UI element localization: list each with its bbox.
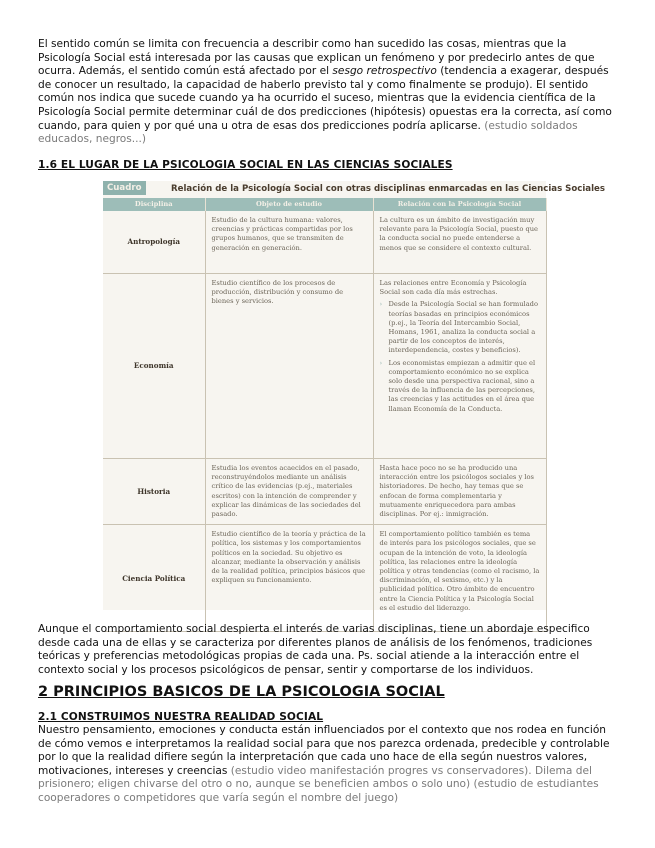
table-row	[103, 525, 546, 632]
intro-paragraph	[38, 38, 620, 147]
table-cell-discipline: Ciencia Política	[103, 525, 205, 632]
table-cell-discipline: Historia	[103, 459, 205, 525]
table-cell-relation	[373, 274, 546, 459]
table-cell-discipline: Antropología	[103, 211, 205, 274]
table-cell-object: Estudio científico de los procesos de producción, distribución y consumo de bienes y servicios.	[205, 274, 373, 459]
section-2-1-body: Nuestro pensamiento, emociones y conducta están influenciados por el contexto que nos rodea en función de cómo vemos e interpretamos la realidad social para que nos parezca ordenada, predecible y controlable por lo que la realidad difiere según la interpretación que cada uno hace de ella según nuestros valores, motivaciones, intereses y creencias	[38, 724, 610, 777]
table-header-object: Objeto de estudio	[205, 198, 373, 211]
relation-bullet: › Los economistas empiezan a admitir que el comportamiento económico no se explica solo desde una perspectiva racional, sino a través de la influencia de las percepciones, las creencias y las actitudes en el área que llaman Economía de la Conducta.	[380, 359, 540, 414]
relation-table	[103, 198, 547, 632]
relation-table-figure	[103, 181, 605, 612]
section-2-1-paragraph	[38, 724, 620, 806]
section-heading-2-1: 2.1 CONSTRUIMOS NUESTRA REALIDAD SOCIAL	[38, 711, 324, 723]
table-cell-object: Estudia los eventos acaecidos en el pasado, reconstruyéndolos mediante un análisis crítico de las evidencias (p.ej., materiales escritos) con la intención de comprender y explicar las dinámicas de las sociedades del pasado.	[205, 459, 373, 525]
table-cell-relation: Hasta hace poco no se ha producido una interacción entre los psicólogos sociales y los historiadores. De hecho, hay temas que se enfocan de forma complementaria y mutuamente enriquecedora para ambas disciplinas. Por ej.: inmigración.	[373, 459, 546, 525]
intro-italic-term: sesgo retrospectivo	[332, 65, 437, 78]
intro-text-a: El sentido común se limita con frecuencia a describir como han sucedido las cosas, mientras que la Psicología Social está interesada por las causas que explican un fenómeno y por predecirlo antes de que ocurra. Además, el sentido común está afectado por el	[38, 38, 595, 78]
section-heading-2: 2 PRINCIPIOS BASICOS DE LA PSICOLOGIA SOCIAL	[38, 684, 445, 700]
after-figure-paragraph: Aunque el comportamiento social despierta el interés de varias disciplinas, tiene un abordaje especifico desde cada una de ellas y se caracteriza por diferentes planos de análisis de los fenómenos, tradiciones teóricas y preferencias metodológicas propias de cada una. Ps. social atiende a la interacción entre el contexto social y los procesos psicológicos de pensar, sentir y comportarse de los individuos.	[38, 623, 593, 676]
intro-text-b: (tendencia a exagerar, después de conocer un resultado, la capacidad de haberlo previsto tal y como finalmente se produjo). El sentido común nos indica que sucede cuando ya ha ocurrido el suceso, mientras que la evidencia científica de la Psicología Social permite determinar cuál de dos predicciones (hipótesis) opuestas era la correcta, así como cuando, para quien y por qué una u otra de esas dos predicciones podría aplicarse.	[38, 65, 612, 132]
table-row	[103, 211, 546, 274]
table-row	[103, 274, 546, 459]
table-header-row	[103, 198, 546, 211]
figure-title: Relación de la Psicología Social con otras disciplinas enmarcadas en las Ciencias Sociales	[171, 184, 605, 194]
section-heading-1-6: 1.6 EL LUGAR DE LA PSICOLOGIA SOCIAL EN LAS CIENCIAS SOCIALES	[38, 159, 453, 171]
table-cell-discipline: Economía	[103, 274, 205, 459]
table-cell-object: Estudio de la cultura humana: valores, creencias y prácticas compartidas por los grupos humanos, que se transmiten de generación en generación.	[205, 211, 373, 274]
relation-bullet: › Desde la Psicología Social se han formulado teorías basadas en principios económicos (p.ej., la Teoría del Intercambio Social, Homans, 1961, analiza la conducta social a partir de los conceptos de interés, interdependencia, costes y beneficios).	[380, 300, 540, 355]
table-cell-relation: El comportamiento político también es tema de interés para los psicólogos sociales, que se ocupan de la intención de voto, la ideología política, las relaciones entre la ideología política y otras tendencias (como el racismo, la discriminación, el sexismo, etc.) y la publicidad política. Otro ámbito de encuentro entre la Ciencia Política y la Psicología Social es el estudio del liderazgo.	[373, 525, 546, 632]
intro-note: (estudio soldados educados, negros...)	[38, 119, 578, 146]
table-row	[103, 459, 546, 525]
table-header-discipline: Disciplina	[103, 198, 205, 211]
table-header-relation: Relación con la Psicología Social	[373, 198, 546, 211]
table-cell-relation: La cultura es un ámbito de investigación muy relevante para la Psicología Social, puesto que la conducta social no puede entenderse a menos que se considere el contexto cultural.	[373, 211, 546, 274]
figure-title-bar	[103, 181, 605, 198]
table-cell-object: Estudio científico de la teoría y práctica de la política, los sistemas y los comportamientos políticos en la sociedad. Su objetivo es alcanzar, mediante la observación y análisis de la realidad política, principios básicos que expliquen su funcionamiento.	[205, 525, 373, 632]
figure-label: Cuadro	[103, 181, 146, 195]
relation-intro-text: Las relaciones entre Economía y Psicología Social son cada día más estrechas.	[379, 279, 527, 297]
section-2-1-note: (estudio video manifestación progres vs conservadores). Dilema del prisionero; eligen chivarse del otro o no, aunque se beneficien ambos o solo uno) (estudio de estudiantes cooperadores o competidores que varía según el nombre del juego)	[38, 764, 599, 804]
